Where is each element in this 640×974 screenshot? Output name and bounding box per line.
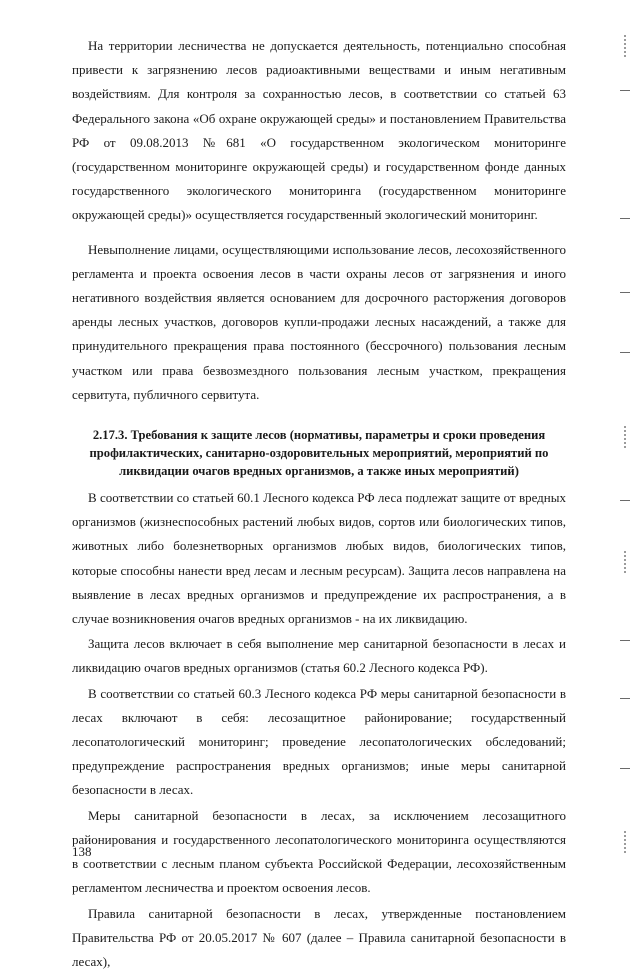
spacer (72, 408, 566, 417)
scan-artifact (620, 768, 630, 769)
paragraph-pollution-monitoring: На территории лесничества не допускается деятельность, потенциально способная привести к загрязнению лесов радиоактивными веществами и иным негативным воздействиям. Для контроля за сохранностью лесов, в соответствии со статьей 63 Федерального закона «Об охране окружающей среды» и постановлением Правительства РФ от 09.08.2013 №681 «О государственном экологическом мониторинге (государственном мониторинге окружающей среды) и государственном фонде данных государственного экологического мониторинга (государственном мониторинге окружающей среды)» осуществляется государственный экологический мониторинг. (72, 34, 566, 228)
paragraph-non-compliance: Невыполнение лицами, осуществляющими использование лесов, лесохозяйственного регламента и проекта освоения лесов в части охраны лесов от загрязнения и иного негативного воздействия является основанием для досрочного расторжения договоров аренды лесных участков, договоров купли-продажи лесных насаждений, а также для принудительного прекращения права постоянного (бессрочного) пользования лесным участком или права безвозмездного пользования лесным участком, прекращения сервитута, публичного сервитута. (72, 238, 566, 407)
paragraph-article-60-1: В соответствии со статьей 60.1 Лесного кодекса РФ леса подлежат защите от вредных организмов (жизнеспособных растений любых видов, сортов или биологических типов, животных либо болезнетворных организмов любых видов, биологических типов, которые способны нанести вред лесам и лесным ресурсам). Защита лесов направлена на выявление в лесах вредных организмов и предупреждение их распространения, а в случае возникновения очагов вредных организмов - на их ликвидацию. (72, 486, 566, 631)
section-heading: 2.17.3. Требования к защите лесов (нормативы, параметры и сроки проведения профилактических, санитарно-оздоровительных мероприятий, мероприятий по ликвидации очагов вредных организмов, а также иных мероприятий) (72, 426, 566, 480)
document-page (72, 34, 566, 974)
page-number: 138 (72, 844, 92, 860)
scan-artifact (620, 352, 630, 353)
scan-artifact (620, 640, 630, 641)
scan-artifact (620, 698, 630, 699)
scan-artifact (620, 90, 630, 91)
paragraph-sanitary-measures: Меры санитарной безопасности в лесах, за исключением лесозащитного районирования и государственного лесопатологического мониторинга осуществляются в соответствии с лесным планом субъекта Российской Федерации, лесохозяйственным регламентом лесничества и проектом освоения лесов. (72, 804, 566, 901)
scan-artifact (624, 550, 626, 574)
scan-artifact (620, 218, 630, 219)
paragraph-article-60-2: Защита лесов включает в себя выполнение мер санитарной безопасности в лесах и ликвидацию очагов вредных организмов (статья 60.2 Лесного кодекса РФ). (72, 632, 566, 680)
paragraph-article-60-3: В соответствии со статьей 60.3 Лесного кодекса РФ меры санитарной безопасности в лесах включают в себя: лесозащитное районирование; государственный лесопатологический мониторинг; проведение лесопатологических обследований; предупреждение распространения вредных организмов; иные меры санитарной безопасности в лесах. (72, 682, 566, 803)
spacer (72, 417, 566, 426)
spacer (72, 229, 566, 238)
paragraph-sanitary-rules: Правила санитарной безопасности в лесах, утвержденные постановлением Правительства РФ от 20.05.2017 № 607 (далее – Правила санитарной безопасности в лесах), (72, 902, 566, 974)
scan-artifact (620, 500, 630, 501)
scan-artifact (620, 292, 630, 293)
scan-artifact (624, 34, 626, 58)
scan-edge-marks (612, 30, 634, 890)
scan-artifact (624, 830, 626, 854)
scan-artifact (624, 425, 626, 449)
